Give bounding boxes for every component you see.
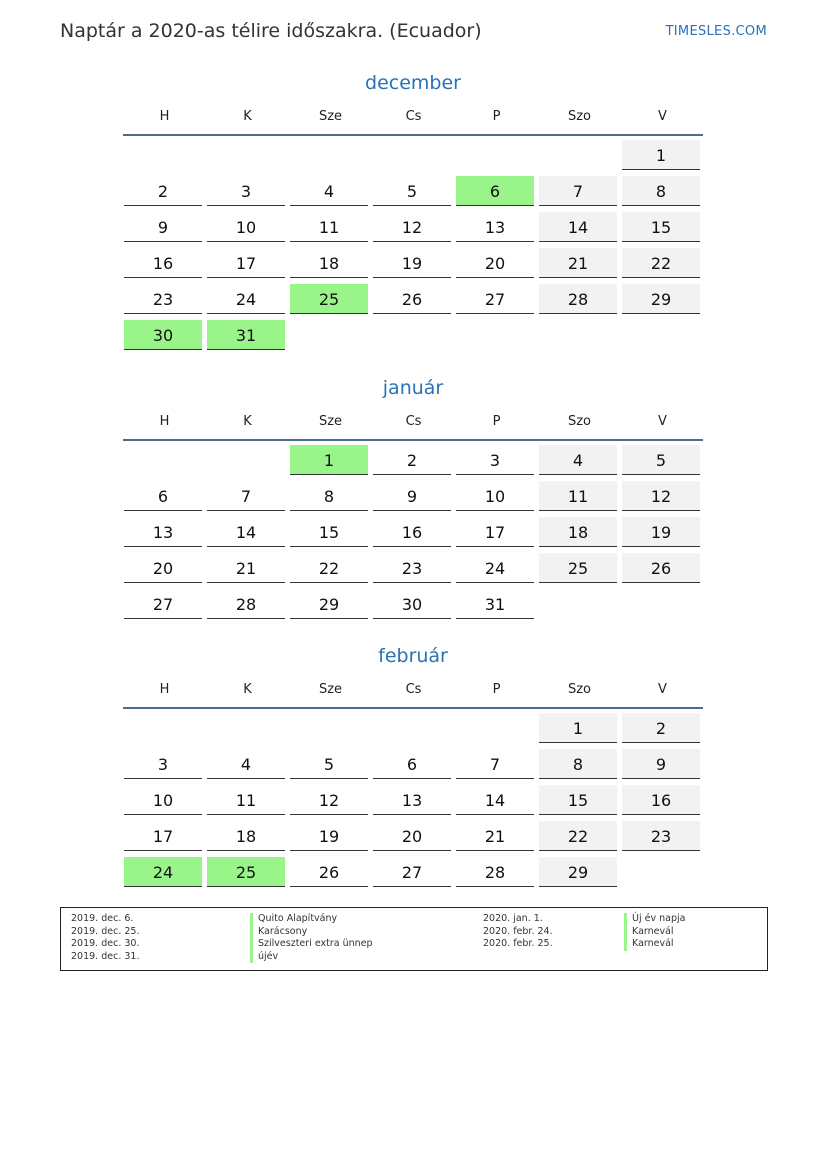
weekday-header [123, 100, 703, 136]
day-cell: 2 [124, 176, 202, 206]
day-cell: 30 [373, 589, 451, 619]
day-cell: 18 [539, 517, 617, 547]
day-cell: 27 [124, 589, 202, 619]
legend-holiday-name: Karnevál [624, 938, 685, 951]
day-cell: 16 [124, 248, 202, 278]
day-cell: 4 [539, 445, 617, 475]
legend-date: 2020. febr. 24. [483, 925, 553, 937]
legend-date: 2019. dec. 30. [71, 938, 140, 949]
day-cell: 6 [456, 176, 534, 206]
weekday-label: K [243, 682, 252, 697]
day-cell: 21 [539, 248, 617, 278]
day-cell: 27 [373, 857, 451, 887]
legend-date: 2019. dec. 25. [71, 925, 140, 937]
day-cell: 16 [622, 785, 700, 815]
weekday-label: Szo [567, 682, 592, 697]
day-cell: 19 [622, 517, 700, 547]
day-cell: 14 [207, 517, 285, 547]
day-cell: 2 [622, 713, 700, 743]
day-cell: 9 [124, 212, 202, 242]
weekday-label: P [492, 414, 501, 429]
month-name: december [365, 72, 461, 94]
weekday-label: P [492, 109, 501, 124]
day-cell: 28 [456, 857, 534, 887]
day-cell: 3 [124, 749, 202, 779]
day-cell: 14 [456, 785, 534, 815]
day-cell: 29 [290, 589, 368, 619]
day-cell: 12 [622, 481, 700, 511]
day-cell: 1 [622, 140, 700, 170]
legend-date: 2019. dec. 31. [71, 950, 140, 962]
day-cell: 31 [207, 320, 285, 350]
day-cell: 10 [456, 481, 534, 511]
day-cell: 27 [456, 284, 534, 314]
legend-date: 2019. dec. 6. [71, 913, 134, 924]
day-cell: 7 [456, 749, 534, 779]
legend-holiday-name: Karácsony [250, 926, 373, 939]
day-cell: 7 [207, 481, 285, 511]
day-cell: 25 [539, 553, 617, 583]
month-january [123, 375, 703, 625]
day-cell: 24 [124, 857, 202, 887]
day-cell: 6 [124, 481, 202, 511]
day-cell: 30 [124, 320, 202, 350]
weekday-label: Cs [405, 682, 422, 697]
day-grid [123, 140, 703, 356]
day-cell: 16 [373, 517, 451, 547]
weekday-label: P [492, 682, 501, 697]
legend-date: 2020. febr. 25. [483, 938, 553, 949]
weekday-label: V [658, 682, 667, 697]
day-cell: 20 [373, 821, 451, 851]
day-cell: 31 [456, 589, 534, 619]
day-cell: 9 [373, 481, 451, 511]
day-cell: 26 [290, 857, 368, 887]
weekday-label: H [159, 414, 170, 429]
day-cell: 14 [539, 212, 617, 242]
day-cell: 23 [622, 821, 700, 851]
day-cell: 5 [622, 445, 700, 475]
weekday-label: Sze [318, 682, 343, 697]
day-cell: 8 [290, 481, 368, 511]
day-cell: 26 [622, 553, 700, 583]
day-cell: 4 [290, 176, 368, 206]
day-cell: 12 [290, 785, 368, 815]
weekday-label: Szo [567, 414, 592, 429]
day-cell: 17 [124, 821, 202, 851]
day-cell: 2 [373, 445, 451, 475]
weekday-label: Cs [405, 109, 422, 124]
day-cell: 18 [207, 821, 285, 851]
legend-date: 2020. jan. 1. [483, 913, 543, 924]
weekday-label: Sze [318, 414, 343, 429]
day-cell: 5 [290, 749, 368, 779]
weekday-header [123, 673, 703, 709]
weekday-label: K [243, 109, 252, 124]
legend-holiday-name: Új év napja [624, 913, 685, 926]
weekday-label: Cs [405, 414, 422, 429]
day-cell: 7 [539, 176, 617, 206]
day-cell: 3 [456, 445, 534, 475]
day-grid [123, 713, 703, 893]
day-cell: 26 [373, 284, 451, 314]
day-cell: 25 [207, 857, 285, 887]
day-cell: 17 [456, 517, 534, 547]
day-cell: 15 [539, 785, 617, 815]
day-cell: 24 [207, 284, 285, 314]
day-cell: 22 [622, 248, 700, 278]
day-cell: 21 [207, 553, 285, 583]
day-cell: 4 [207, 749, 285, 779]
day-cell: 22 [539, 821, 617, 851]
day-cell: 8 [622, 176, 700, 206]
day-cell: 18 [290, 248, 368, 278]
weekday-header [123, 405, 703, 441]
month-name: február [378, 645, 448, 667]
day-cell: 11 [539, 481, 617, 511]
day-cell: 24 [456, 553, 534, 583]
legend-holiday-name: Quito Alapítvány [250, 913, 373, 926]
day-cell: 12 [373, 212, 451, 242]
day-cell: 15 [290, 517, 368, 547]
day-cell: 1 [290, 445, 368, 475]
day-cell: 10 [124, 785, 202, 815]
weekday-label: V [658, 109, 667, 124]
day-cell: 28 [539, 284, 617, 314]
month-name: január [382, 377, 444, 399]
legend-holiday-name: Szilveszteri extra ünnep [250, 938, 373, 951]
day-cell: 11 [207, 785, 285, 815]
day-cell: 10 [207, 212, 285, 242]
day-cell: 11 [290, 212, 368, 242]
day-cell: 19 [290, 821, 368, 851]
month-december [123, 70, 703, 356]
day-cell: 23 [373, 553, 451, 583]
day-cell: 28 [207, 589, 285, 619]
weekday-label: Sze [318, 109, 343, 124]
legend-holiday-name: újév [250, 951, 373, 964]
legend-holiday-name: Karnevál [624, 926, 685, 939]
day-cell: 21 [456, 821, 534, 851]
day-cell: 6 [373, 749, 451, 779]
day-cell: 1 [539, 713, 617, 743]
day-cell: 29 [622, 284, 700, 314]
day-cell: 17 [207, 248, 285, 278]
day-cell: 13 [124, 517, 202, 547]
weekday-label: V [658, 414, 667, 429]
day-cell: 29 [539, 857, 617, 887]
day-cell: 13 [373, 785, 451, 815]
day-cell: 15 [622, 212, 700, 242]
day-cell: 23 [124, 284, 202, 314]
day-cell: 22 [290, 553, 368, 583]
day-cell: 19 [373, 248, 451, 278]
day-cell: 9 [622, 749, 700, 779]
weekday-label: Szo [567, 109, 592, 124]
day-cell: 8 [539, 749, 617, 779]
day-cell: 20 [456, 248, 534, 278]
day-cell: 25 [290, 284, 368, 314]
month-february [123, 643, 703, 893]
weekday-label: H [159, 109, 170, 124]
holiday-legend [60, 907, 768, 971]
day-cell: 13 [456, 212, 534, 242]
weekday-label: K [243, 414, 252, 429]
page-title: Naptár a 2020-as télire időszakra. (Ecuador) [60, 20, 482, 42]
brand-link[interactable]: TIMESLES.COM [665, 24, 767, 39]
day-cell: 20 [124, 553, 202, 583]
weekday-label: H [159, 682, 170, 697]
day-cell: 3 [207, 176, 285, 206]
day-grid [123, 445, 703, 625]
day-cell: 5 [373, 176, 451, 206]
